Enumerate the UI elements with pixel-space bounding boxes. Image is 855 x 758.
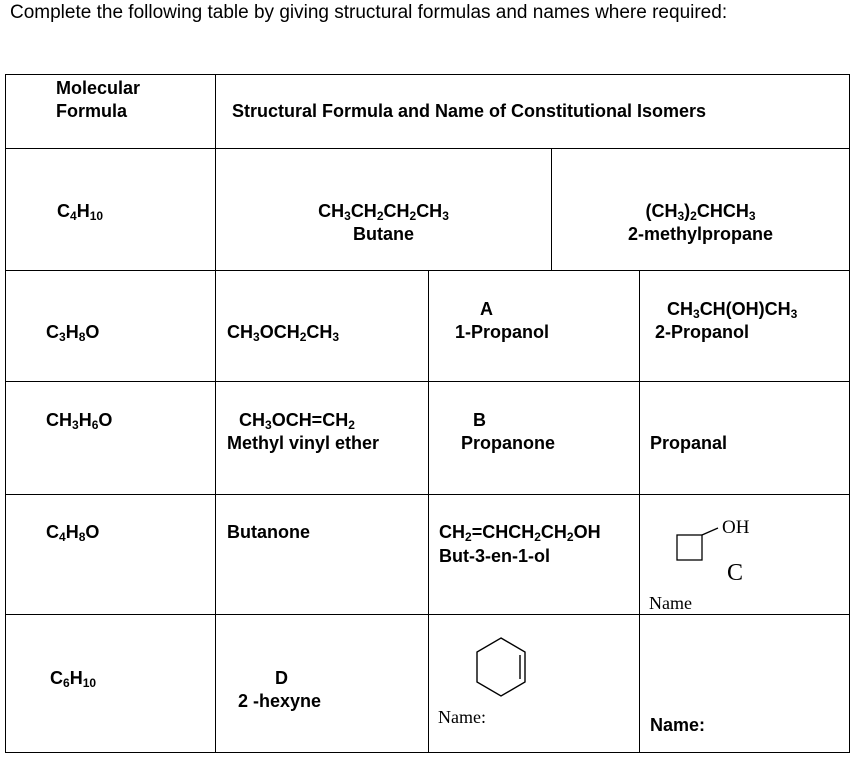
table-rule bbox=[849, 74, 850, 753]
blank-label-d: D bbox=[275, 668, 288, 688]
compound-name: 1-Propanol bbox=[455, 322, 550, 342]
structural-formula: $CH_3CH_2CH_2CH_3$ bbox=[318, 201, 449, 223]
header-structural-formula: Structural Formula and Name of Constitutional Isomers bbox=[232, 101, 707, 121]
structural-formula: $CH_2=CHCH_2CH_2OH$ bbox=[439, 522, 601, 544]
compound-name: 2-Propanol bbox=[655, 322, 750, 342]
blank-label-a: A bbox=[480, 299, 493, 319]
butane-cell bbox=[216, 200, 551, 246]
compound-name: Methyl vinyl ether bbox=[227, 433, 380, 453]
row-formula: $C_6H_{10}$ bbox=[50, 668, 97, 690]
table-rule bbox=[428, 270, 429, 753]
blank-label-c: C bbox=[727, 560, 744, 586]
compound-name: Butane bbox=[352, 224, 414, 244]
row-formula: $C_3H_8O$ bbox=[46, 322, 100, 344]
structural-formula: $CH_3OCH_2CH_3$ bbox=[227, 322, 340, 344]
table-rule bbox=[5, 74, 850, 75]
structural-formula: $CH_3OCH=CH_2$ bbox=[239, 410, 355, 432]
header-molecular-formula: Molecular Formula bbox=[56, 78, 141, 121]
compound-name: 2 -hexyne bbox=[238, 691, 322, 711]
table-rule bbox=[639, 270, 640, 753]
hydroxyl-label: OH bbox=[722, 517, 750, 538]
blank-label-b: B bbox=[473, 410, 486, 430]
table-rule bbox=[5, 148, 850, 149]
methylpropane-cell bbox=[552, 200, 849, 246]
compound-name: 2-methylpropane bbox=[627, 224, 774, 244]
name-prompt: Name: bbox=[438, 707, 486, 727]
compound-name: But-3-en-1-ol bbox=[439, 546, 550, 566]
row-formula: $CH_3H_6O$ bbox=[46, 410, 113, 432]
table-rule bbox=[215, 74, 216, 753]
name-prompt: Name bbox=[649, 593, 692, 613]
table-rule bbox=[5, 74, 6, 753]
compound-name: Propanal bbox=[650, 433, 728, 453]
cyclohexene-ring-icon bbox=[470, 636, 532, 702]
row-formula: $C_4H_8O$ bbox=[46, 522, 100, 544]
compound-name: Butanone bbox=[227, 522, 310, 542]
compound-name: Propanone bbox=[461, 433, 556, 453]
instruction-text: Complete the following table by giving structural formulas and names where required: bbox=[10, 2, 728, 23]
name-prompt: Name: bbox=[650, 715, 706, 735]
row-formula: $C_4H_{10}$ bbox=[57, 201, 104, 223]
structural-formula: $CH_3CH(OH)CH_3$ bbox=[667, 299, 798, 321]
cyclobutanol-structure-icon bbox=[674, 530, 724, 566]
structural-formula: $(CH_3)_2CHCH_3$ bbox=[645, 201, 756, 223]
